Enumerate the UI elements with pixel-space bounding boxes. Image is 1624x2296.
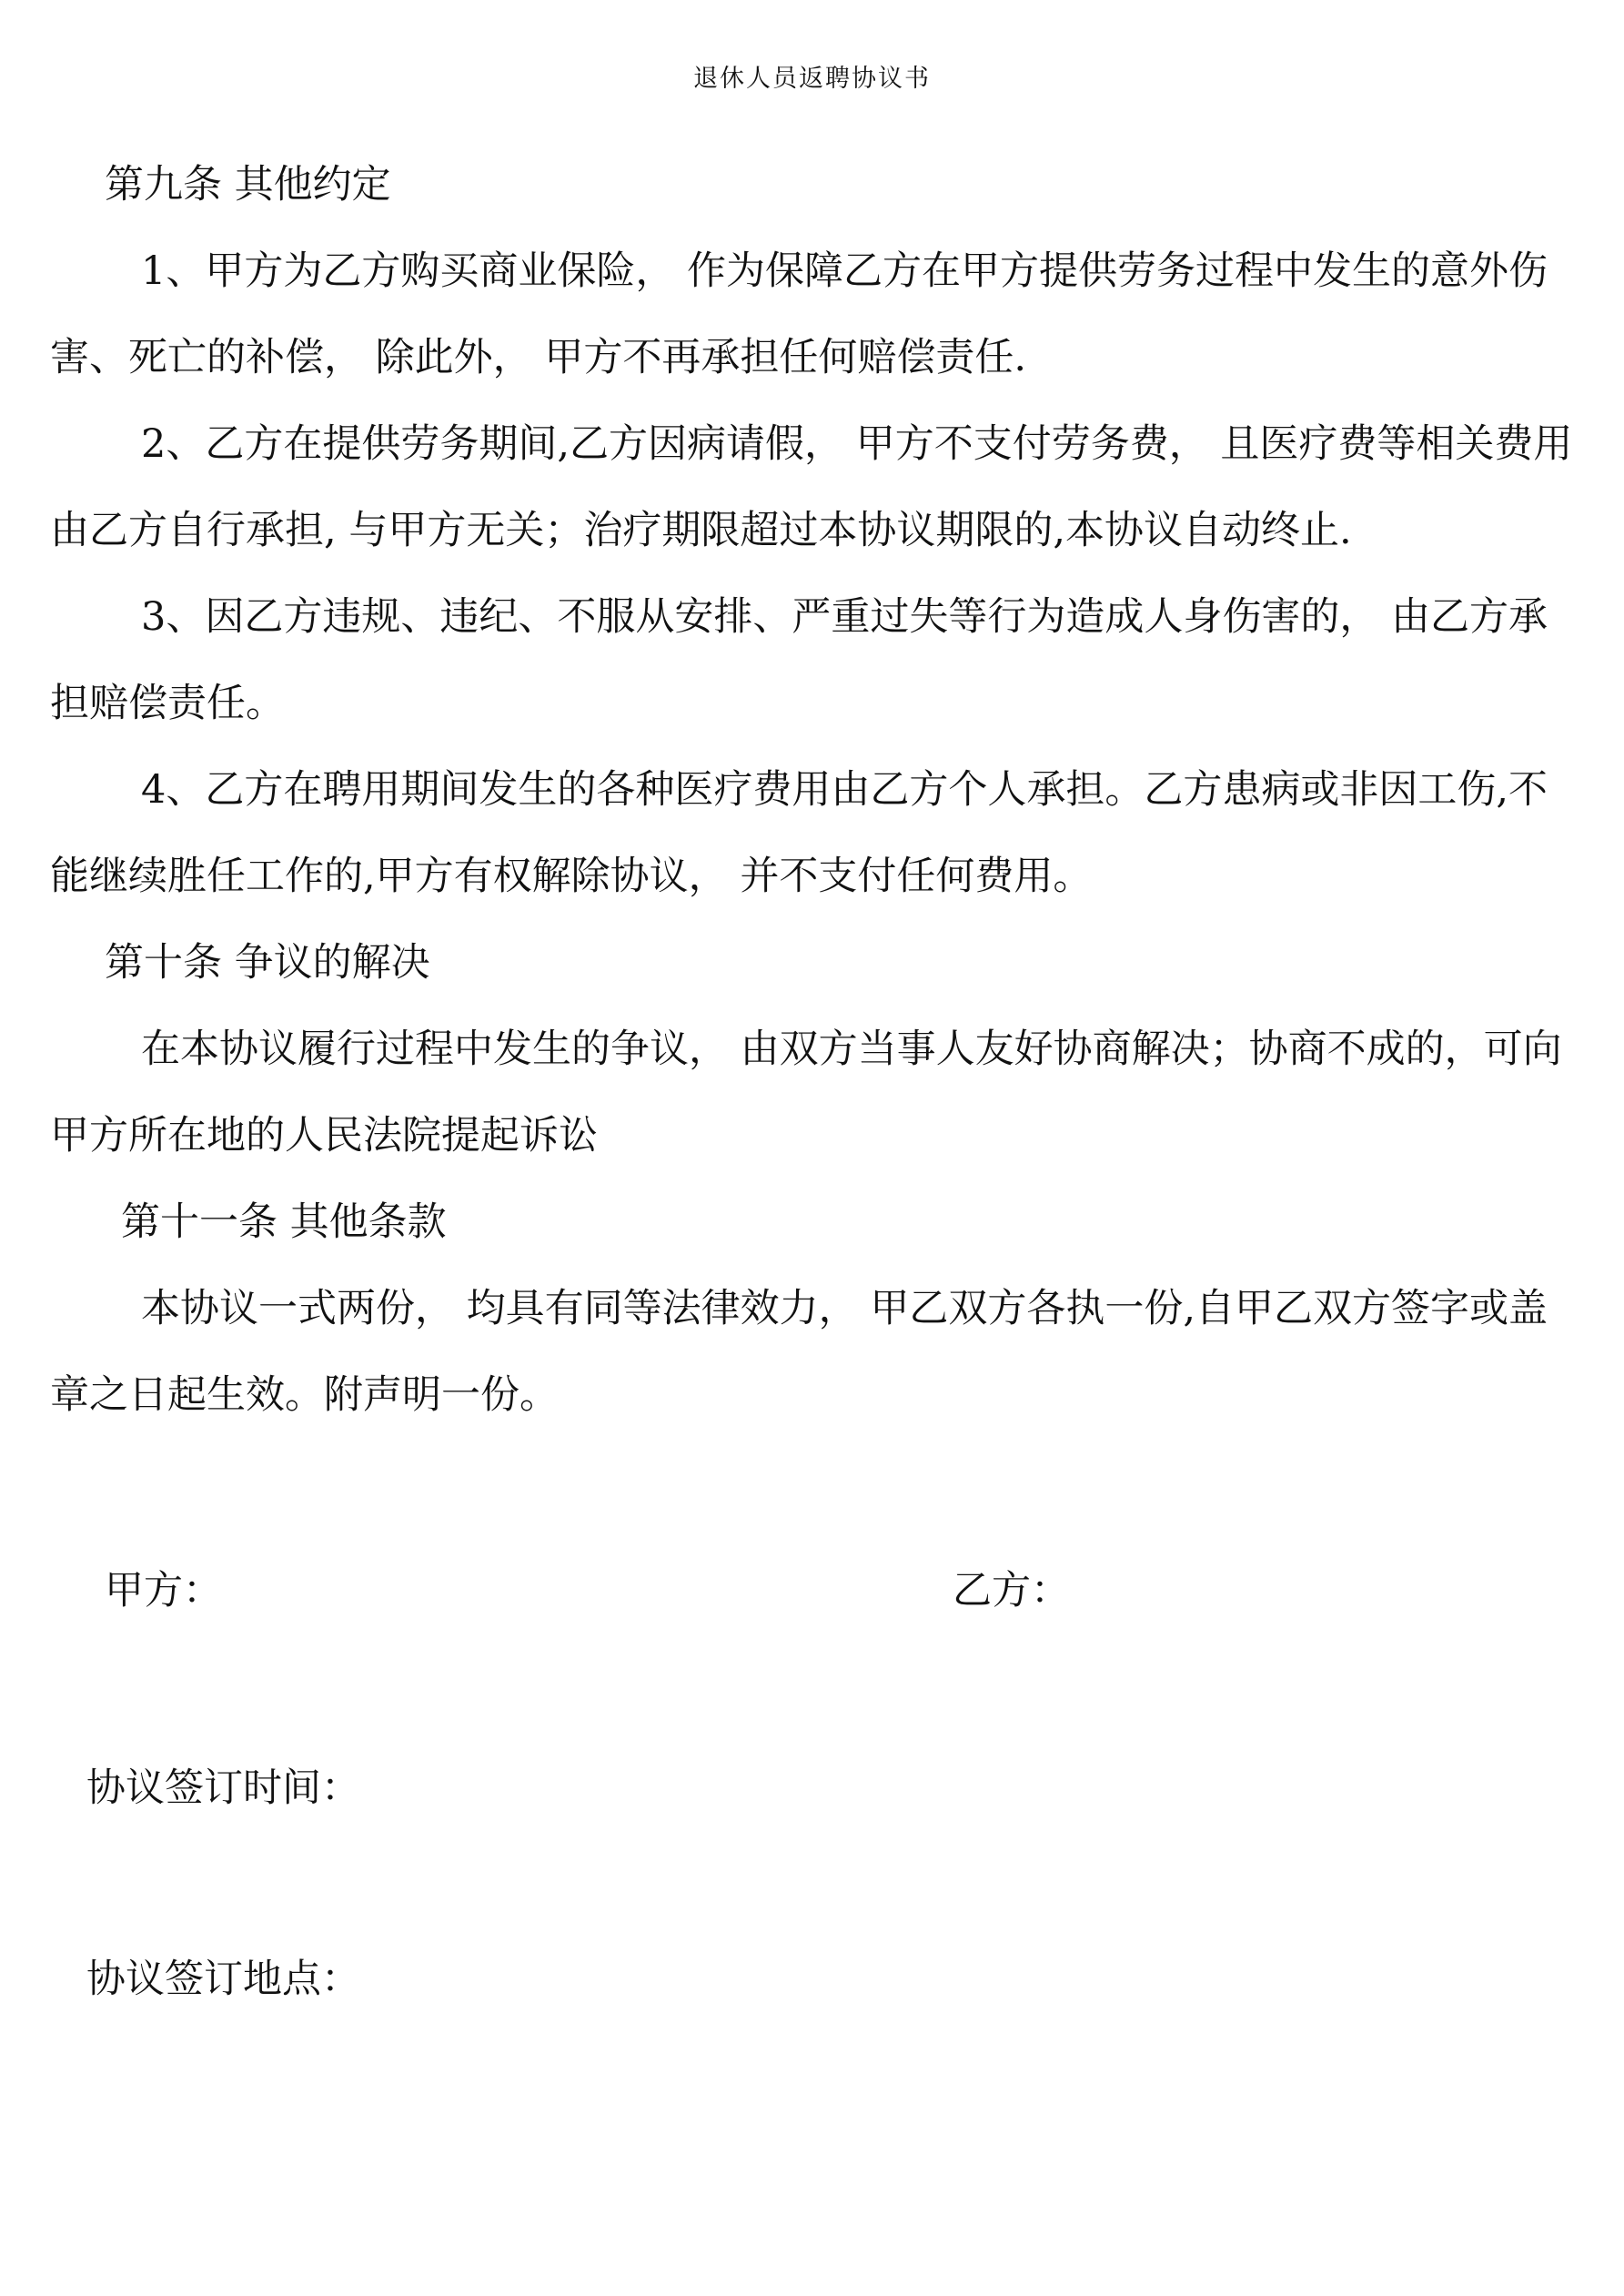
signature-row	[50, 1548, 1574, 1634]
article-9-heading: 第九条 其他约定	[105, 162, 391, 207]
party-a-signature-label: 甲方：	[105, 1568, 222, 1613]
article-9-clause-4: 4、乙方在聘用期间发生的各种医疗费用由乙方个人承担。乙方患病或非因工伤,不能继续胜任工作的,甲方有权解除协议， 并不支付任何费用。	[50, 767, 1548, 899]
sign-time-label: 协议签订时间：	[86, 1765, 360, 1811]
sign-place-label: 协议签订地点：	[86, 1957, 360, 2002]
article-10-body: 在本协议履行过程中发生的争议， 由双方当事人友好协商解决；协商不成的，可向甲方所在地的人民法院提起诉讼	[50, 1027, 1562, 1158]
article-11-body: 本协议一式两份， 均具有同等法律效力， 甲乙双方各执一份,自甲乙双方签字或盖章之日起生效。附声明一份。	[50, 1286, 1548, 1418]
article-9-clause-3: 3、因乙方违规、违纪、不服从安排、严重过失等行为造成人身伤害的， 由乙方承担赔偿责任。	[50, 594, 1548, 726]
party-b-signature-label: 乙方：	[953, 1568, 1070, 1613]
article-9-clause-2: 2、乙方在提供劳务期间,乙方因病请假， 甲方不支付劳务费， 且医疗费等相关费用由乙方自行承担, 与甲方无关；治疗期限超过本协议期限的,本协议自动终止.	[50, 421, 1573, 553]
article-11-heading: 第十一条 其他条款	[121, 1199, 447, 1245]
article-9-clause-1: 1、甲方为乙方购买商业保险， 作为保障乙方在甲方提供劳务过程中发生的意外伤害、死亡的补偿， 除此外， 甲方不再承担任何赔偿责任.	[50, 248, 1548, 380]
document-title: 退休人员返聘协议书	[693, 65, 931, 93]
article-10-heading: 第十条 争议的解决	[105, 940, 430, 986]
document-body	[50, 142, 1574, 1439]
